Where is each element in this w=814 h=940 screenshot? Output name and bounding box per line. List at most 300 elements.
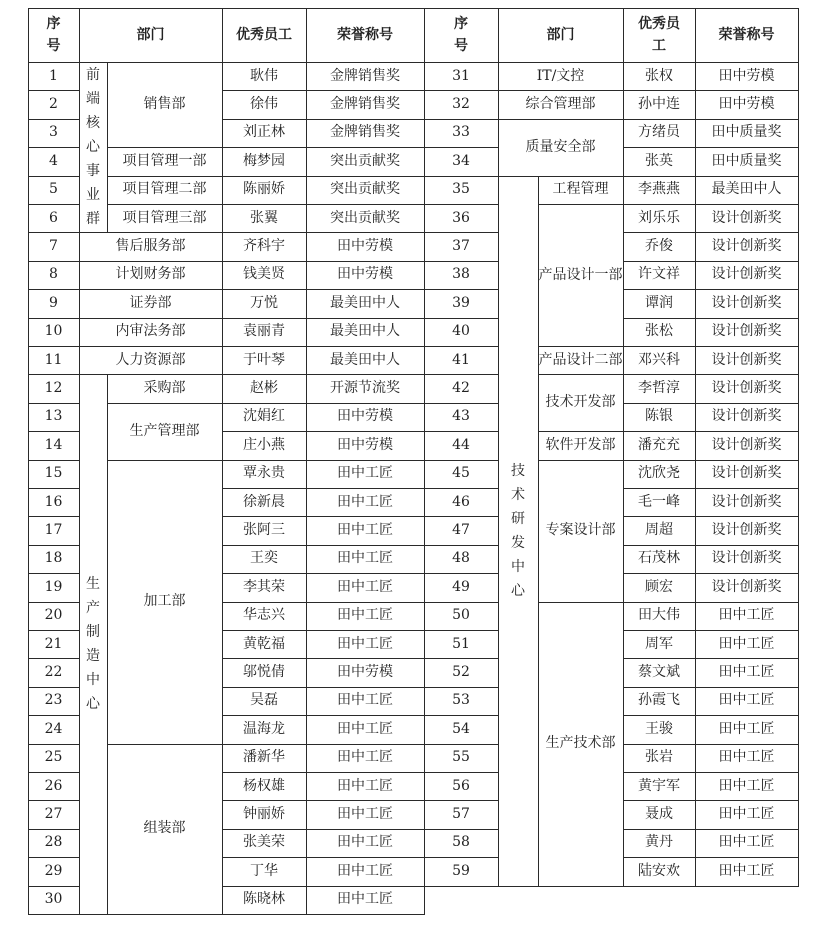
employee-name: 乔俊 — [645, 238, 673, 255]
employee-name: 谭润 — [645, 294, 673, 311]
table-row-seq: 30 — [44, 891, 63, 908]
employee-name: 陈晓林 — [243, 891, 285, 908]
grid-line — [222, 232, 425, 233]
dept-pm1: 项目管理一部 — [122, 152, 207, 169]
header-seq: 序 号 — [46, 16, 61, 54]
table-row-seq: 29 — [44, 862, 63, 879]
grid-line — [538, 204, 624, 205]
table-row-seq: 24 — [44, 720, 63, 737]
employee-name: 张权 — [645, 67, 673, 84]
grid-line — [28, 147, 80, 148]
grid-line — [424, 886, 499, 887]
table-row-seq: 20 — [44, 607, 63, 624]
honor-title: 设计创新奖 — [711, 323, 782, 340]
grid-line — [222, 318, 425, 319]
grid-line — [498, 119, 624, 120]
table-row-seq: 4 — [49, 152, 58, 169]
employee-name: 张翼 — [250, 209, 278, 226]
honor-title: 突出贡献奖 — [330, 152, 400, 169]
grid-line — [222, 119, 425, 120]
grid-line — [28, 715, 80, 716]
table-row-seq: 35 — [452, 181, 470, 198]
honor-title: 田中工匠 — [718, 834, 775, 851]
dept-audit-legal: 内审法务部 — [115, 323, 186, 340]
table-row-seq: 5 — [49, 181, 58, 198]
employee-name: 孙中连 — [638, 96, 680, 113]
dept-production-tech: 生产技术部 — [545, 735, 616, 752]
employee-name: 黄宇军 — [638, 777, 680, 794]
grid-line — [28, 857, 80, 858]
table-row-seq: 25 — [44, 749, 63, 766]
grid-line — [28, 8, 425, 9]
table-row-seq: 15 — [44, 465, 63, 482]
table-row-seq: 26 — [44, 777, 63, 794]
grid-line — [222, 886, 425, 887]
employee-name: 耿伟 — [250, 67, 278, 84]
honor-title: 设计创新奖 — [711, 522, 782, 539]
grid-line — [424, 516, 499, 517]
grid-line — [222, 90, 425, 91]
honor-title: 田中工匠 — [718, 692, 775, 709]
employee-name: 潘新华 — [243, 749, 285, 766]
table-row-seq: 3 — [49, 124, 58, 141]
grid-line — [424, 658, 499, 659]
grid-line — [424, 545, 499, 546]
grid-line — [28, 261, 80, 262]
honor-title: 田中工匠 — [337, 749, 393, 766]
table-row-seq: 7 — [49, 238, 58, 255]
employee-name: 张英 — [645, 152, 673, 169]
honor-title: 田中质量奖 — [711, 124, 782, 141]
employee-name: 李哲淳 — [638, 380, 680, 397]
honor-title: 设计创新奖 — [711, 436, 782, 453]
grid-line — [623, 857, 799, 858]
employee-name: 聂成 — [645, 806, 673, 823]
employee-name: 陆安欢 — [638, 862, 680, 879]
table-row-seq: 33 — [452, 124, 470, 141]
table-row-seq: 18 — [44, 550, 63, 567]
table-row-seq: 51 — [452, 635, 470, 652]
honor-title: 金牌销售奖 — [330, 96, 400, 113]
dept-quality-safety: 质量安全部 — [525, 138, 596, 155]
grid-line — [222, 545, 425, 546]
grid-line — [424, 374, 499, 375]
grid-line — [79, 374, 223, 375]
grid-line — [222, 914, 425, 915]
honor-title: 田中工匠 — [337, 465, 393, 482]
header-dept: 部门 — [136, 27, 165, 43]
grid-line — [538, 602, 624, 603]
employee-name: 周超 — [645, 522, 673, 539]
grid-line — [623, 829, 799, 830]
employee-name: 张岩 — [645, 749, 673, 766]
table-row-seq: 42 — [452, 380, 470, 397]
grid-line — [424, 119, 499, 120]
honor-title: 田中工匠 — [337, 578, 393, 595]
honor-title: 田中工匠 — [718, 862, 775, 879]
dept-project-design: 专案设计部 — [545, 522, 616, 539]
employee-name: 庄小燕 — [243, 436, 285, 453]
table-row-seq: 12 — [44, 380, 63, 397]
header-employee-right: 优秀员 工 — [638, 16, 680, 54]
grid-line — [222, 573, 425, 574]
grid-line — [498, 176, 624, 177]
grid-line — [424, 204, 499, 205]
employee-name: 齐科宇 — [243, 238, 285, 255]
dept-product-design-2: 产品设计二部 — [538, 351, 623, 368]
dept-pm3: 项目管理三部 — [122, 209, 207, 226]
honor-title: 田中劳模 — [718, 67, 775, 84]
honor-title: 设计创新奖 — [711, 266, 782, 283]
grid-line — [623, 90, 799, 91]
grid-line — [538, 431, 624, 432]
employee-name: 于叶琴 — [243, 351, 285, 368]
table-row-seq: 59 — [452, 862, 470, 879]
group-production: 生产制造中心 — [86, 576, 100, 713]
honor-title: 田中工匠 — [337, 834, 393, 851]
honor-title: 田中工匠 — [337, 777, 393, 794]
grid-line — [695, 8, 696, 887]
grid-line — [222, 516, 425, 517]
group-front-end: 前端核心事业群 — [86, 67, 100, 228]
grid-line — [424, 460, 499, 461]
dept-general-admin: 综合管理部 — [525, 96, 596, 113]
dept-sales: 销售部 — [143, 96, 186, 113]
grid-line — [28, 914, 80, 915]
header-seq-right: 序 号 — [454, 16, 468, 54]
employee-name: 钟丽娇 — [243, 806, 285, 823]
table-row-seq: 31 — [452, 67, 470, 84]
grid-line — [424, 8, 799, 9]
honor-title: 田中工匠 — [337, 607, 393, 624]
employee-name: 徐伟 — [250, 96, 278, 113]
table-row-seq: 8 — [49, 266, 58, 283]
honor-title: 最美田中人 — [330, 351, 400, 368]
honor-title: 田中工匠 — [337, 806, 393, 823]
table-row-seq: 39 — [452, 294, 470, 311]
honor-title: 设计创新奖 — [711, 493, 782, 510]
employee-name: 温海龙 — [243, 720, 285, 737]
employee-name: 周军 — [645, 635, 673, 652]
employee-name: 陈银 — [645, 408, 673, 425]
grid-line — [623, 744, 799, 745]
dept-product-design-1: 产品设计一部 — [538, 266, 623, 283]
employee-name: 刘正林 — [243, 124, 285, 141]
grid-line — [28, 516, 80, 517]
grid-line — [28, 829, 80, 830]
grid-line — [538, 346, 624, 347]
grid-line — [222, 403, 425, 404]
grid-line — [623, 261, 799, 262]
grid-line — [424, 573, 499, 574]
grid-line — [107, 744, 223, 745]
table-row-seq: 2 — [49, 96, 58, 113]
grid-line — [498, 886, 624, 887]
grid-line — [28, 204, 80, 205]
honor-title: 田中工匠 — [337, 550, 393, 567]
table-row-seq: 27 — [44, 806, 63, 823]
table-row-seq: 32 — [452, 96, 470, 113]
employee-name: 覃永贵 — [243, 465, 285, 482]
grid-line — [222, 488, 425, 489]
employee-name: 张阿三 — [243, 522, 285, 539]
honor-title: 设计创新奖 — [711, 294, 782, 311]
grid-line — [107, 460, 223, 461]
honor-title: 突出贡献奖 — [330, 209, 400, 226]
grid-line — [623, 176, 799, 177]
grid-line — [424, 232, 499, 233]
grid-line — [623, 289, 799, 290]
grid-line — [222, 630, 425, 631]
employee-name: 杨权雄 — [243, 777, 285, 794]
grid-line — [28, 545, 80, 546]
dept-software-dev: 软件开发部 — [545, 436, 616, 453]
grid-line — [623, 687, 799, 688]
employee-name: 邓兴科 — [638, 351, 680, 368]
grid-line — [798, 8, 799, 887]
dept-hr: 人力资源部 — [115, 351, 186, 368]
grid-line — [222, 289, 425, 290]
grid-line — [79, 232, 223, 233]
grid-line — [538, 460, 624, 461]
grid-line — [424, 630, 499, 631]
employee-name: 李其荣 — [243, 578, 285, 595]
grid-line — [28, 886, 80, 887]
employee-name: 孙霞飞 — [638, 692, 680, 709]
grid-line — [538, 374, 624, 375]
grid-line — [79, 289, 223, 290]
grid-line — [623, 119, 799, 120]
table-row-seq: 21 — [44, 635, 63, 652]
grid-line — [28, 374, 80, 375]
grid-line — [424, 488, 499, 489]
honor-title: 最美田中人 — [330, 294, 400, 311]
grid-line — [28, 119, 80, 120]
honor-title: 最美田中人 — [711, 181, 782, 198]
grid-line — [79, 318, 223, 319]
employee-name: 张美荣 — [243, 834, 285, 851]
dept-assembly: 组装部 — [143, 820, 186, 837]
grid-line — [498, 8, 499, 887]
honor-title: 田中工匠 — [337, 635, 393, 652]
grid-line — [28, 800, 80, 801]
grid-line — [222, 460, 425, 461]
grid-line — [424, 829, 499, 830]
honor-title: 田中工匠 — [718, 720, 775, 737]
grid-line — [424, 715, 499, 716]
table-row-seq: 43 — [452, 408, 470, 425]
honor-title: 田中工匠 — [337, 692, 393, 709]
grid-line — [222, 8, 223, 915]
grid-line — [424, 602, 499, 603]
grid-line — [28, 460, 80, 461]
table-row-seq: 19 — [44, 578, 63, 595]
dept-tech-dev: 技术开发部 — [545, 394, 616, 411]
employee-name: 石茂林 — [638, 550, 680, 567]
honor-title: 田中工匠 — [337, 720, 393, 737]
honor-title: 设计创新奖 — [711, 578, 782, 595]
honor-title: 田中劳模 — [718, 96, 775, 113]
table-row-seq: 28 — [44, 834, 63, 851]
grid-line — [538, 176, 539, 887]
table-row-seq: 36 — [452, 209, 470, 226]
grid-line — [424, 318, 499, 319]
employee-name: 万悦 — [250, 294, 278, 311]
grid-line — [222, 744, 425, 745]
grid-line — [222, 204, 425, 205]
grid-line — [222, 687, 425, 688]
employee-name: 丁华 — [250, 862, 278, 879]
table-row-seq: 56 — [452, 777, 470, 794]
group-tech: 技术研发中心 — [511, 462, 525, 599]
grid-line — [623, 147, 799, 148]
honor-title: 田中工匠 — [718, 664, 775, 681]
employee-name: 沈欣尧 — [638, 465, 680, 482]
grid-line — [623, 431, 799, 432]
table-row-seq: 40 — [452, 323, 470, 340]
table-row-seq: 55 — [452, 749, 470, 766]
dept-processing: 加工部 — [143, 593, 186, 610]
grid-line — [306, 8, 307, 915]
table-row-seq: 22 — [44, 664, 63, 681]
grid-line — [424, 62, 799, 63]
dept-securities: 证券部 — [129, 294, 172, 311]
employee-name: 李燕燕 — [638, 181, 680, 198]
table-row-seq: 54 — [452, 720, 470, 737]
dept-production-mgmt: 生产管理部 — [129, 422, 200, 439]
grid-line — [623, 630, 799, 631]
grid-line — [107, 204, 223, 205]
grid-line — [222, 374, 425, 375]
grid-line — [424, 289, 499, 290]
honor-title: 金牌销售奖 — [330, 67, 400, 84]
table-row-seq: 13 — [44, 408, 63, 425]
grid-line — [623, 488, 799, 489]
grid-line — [623, 346, 799, 347]
header-honor-right: 荣誉称号 — [718, 27, 775, 43]
employee-name: 华志兴 — [243, 607, 285, 624]
honor-title: 田中工匠 — [718, 777, 775, 794]
honor-title: 金牌销售奖 — [330, 124, 400, 141]
employee-name: 陈丽娇 — [243, 181, 285, 198]
honor-title: 设计创新奖 — [711, 351, 782, 368]
grid-line — [424, 346, 499, 347]
honor-title: 设计创新奖 — [711, 550, 782, 567]
honor-title: 田中工匠 — [718, 749, 775, 766]
grid-line — [222, 658, 425, 659]
employee-name: 许文祥 — [638, 266, 680, 283]
table-row-seq: 23 — [44, 692, 63, 709]
table-row-seq: 17 — [44, 522, 63, 539]
grid-line — [222, 176, 425, 177]
table-row-seq: 9 — [49, 294, 58, 311]
honor-title: 设计创新奖 — [711, 209, 782, 226]
employee-name: 王骏 — [645, 720, 673, 737]
header-dept-right: 部门 — [546, 27, 575, 43]
grid-line — [623, 800, 799, 801]
table-row-seq: 57 — [452, 806, 470, 823]
table-row-seq: 37 — [452, 238, 470, 255]
employee-name: 钱美贤 — [243, 266, 285, 283]
honor-title: 设计创新奖 — [711, 238, 782, 255]
grid-line — [623, 772, 799, 773]
employee-name: 毛一峰 — [638, 493, 680, 510]
honor-title: 田中工匠 — [337, 493, 393, 510]
grid-line — [623, 602, 799, 603]
employee-name: 徐新晨 — [243, 493, 285, 510]
grid-line — [623, 460, 799, 461]
table-row-seq: 47 — [452, 522, 470, 539]
grid-line — [222, 715, 425, 716]
grid-line — [79, 8, 80, 63]
honor-title: 田中劳模 — [337, 436, 393, 453]
grid-line — [28, 232, 80, 233]
honor-title: 田中劳模 — [337, 664, 393, 681]
honor-title: 田中劳模 — [337, 408, 393, 425]
employee-name: 吴磊 — [250, 692, 278, 709]
grid-line — [424, 261, 499, 262]
grid-line — [222, 147, 425, 148]
grid-line — [424, 744, 499, 745]
table-row-seq: 14 — [44, 436, 63, 453]
table-row-seq: 38 — [452, 266, 470, 283]
grid-line — [107, 403, 223, 404]
grid-line — [424, 687, 499, 688]
table-row-seq: 41 — [452, 351, 470, 368]
grid-line — [222, 857, 425, 858]
grid-line — [424, 431, 499, 432]
honor-title: 开源节流奖 — [330, 380, 400, 397]
honor-title: 田中工匠 — [337, 891, 393, 908]
grid-line — [222, 772, 425, 773]
grid-line — [424, 403, 499, 404]
grid-line — [28, 431, 80, 432]
honor-title: 田中劳模 — [337, 238, 393, 255]
grid-line — [28, 346, 80, 347]
grid-line — [28, 289, 80, 290]
grid-line — [623, 204, 799, 205]
grid-line — [424, 176, 499, 177]
honor-title: 最美田中人 — [330, 323, 400, 340]
grid-line — [107, 147, 223, 148]
grid-line — [222, 431, 425, 432]
table-row-seq: 48 — [452, 550, 470, 567]
grid-line — [107, 374, 108, 915]
honor-title: 设计创新奖 — [711, 408, 782, 425]
employee-name: 刘乐乐 — [638, 209, 680, 226]
grid-line — [623, 886, 799, 887]
dept-plan-finance: 计划财务部 — [115, 266, 186, 283]
employee-name: 潘充充 — [638, 436, 680, 453]
honor-title: 田中工匠 — [337, 862, 393, 879]
table-row-seq: 16 — [44, 493, 63, 510]
grid-line — [107, 176, 223, 177]
grid-line — [222, 602, 425, 603]
honor-title: 田中劳模 — [337, 266, 393, 283]
grid-line — [424, 857, 499, 858]
grid-line — [623, 8, 624, 887]
grid-line — [623, 573, 799, 574]
honor-title: 设计创新奖 — [711, 380, 782, 397]
dept-after-sales: 售后服务部 — [115, 238, 186, 255]
employee-name: 顾宏 — [645, 578, 673, 595]
grid-line — [424, 147, 499, 148]
grid-line — [28, 687, 80, 688]
grid-line — [424, 90, 499, 91]
grid-line — [28, 176, 80, 177]
table-row-seq: 46 — [452, 493, 470, 510]
grid-line — [79, 914, 223, 915]
